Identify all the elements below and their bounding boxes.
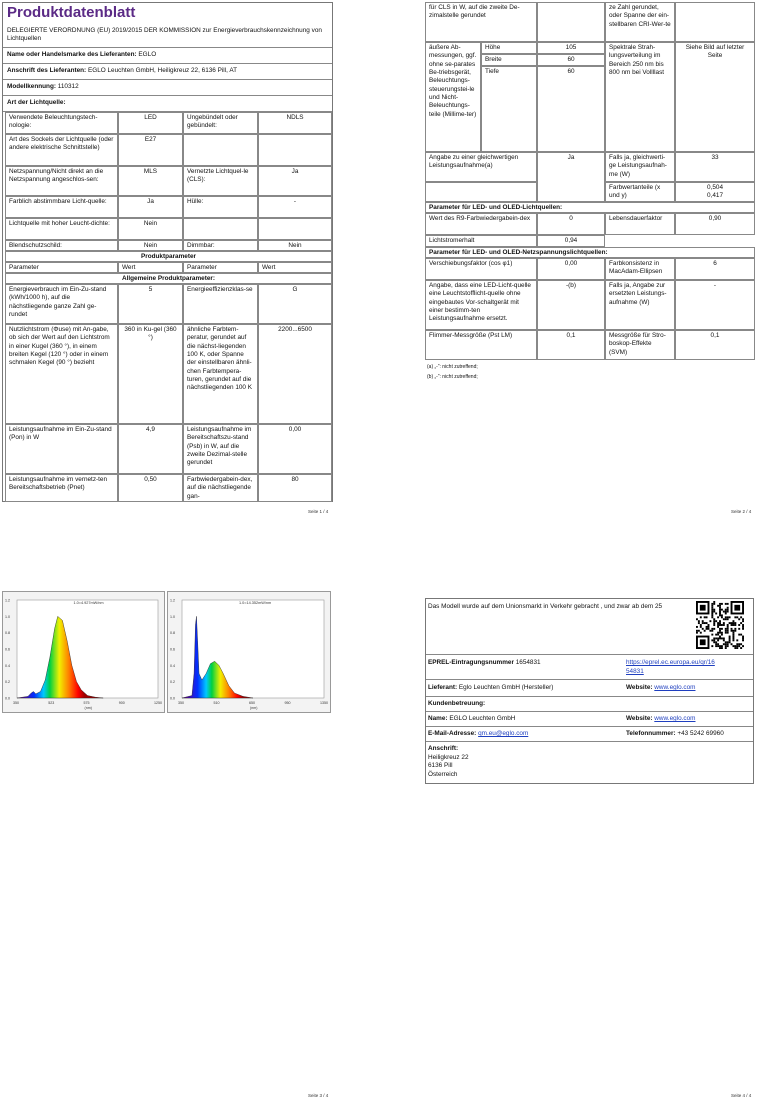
y-tick-label: 1.0 (5, 614, 10, 619)
cell: Höhe (481, 42, 537, 54)
website2-row: Website: www.eglo.com (626, 715, 696, 722)
cell: Falls ja, gleichwerti-ge Leistungsaufnah-me (W) (605, 152, 675, 182)
page-1 (2, 2, 333, 502)
cell: Leistungsaufnahme im vernetz-ten Bereitschaftsbetrieb (Pnet) (5, 474, 118, 502)
model-row: Modellkennung: 110312 (7, 83, 79, 90)
y-tick-label: 0.8 (170, 631, 175, 636)
cell: -(b) (537, 280, 605, 330)
page-title: Produktdatenblatt (7, 4, 136, 21)
cell: Nein (118, 240, 183, 251)
y-tick-label: 0.6 (170, 647, 175, 652)
cell: Nein (118, 218, 183, 240)
cell: 33 (675, 152, 755, 182)
section-heading: Parameter für LED- und OLED-Lichtquellen: (425, 202, 755, 213)
cell: Breite (481, 54, 537, 66)
x-tick-label: 350 (178, 701, 184, 705)
cell (258, 218, 332, 240)
cell: 0,00 (258, 424, 332, 474)
y-tick-label: 0.8 (5, 631, 10, 636)
cell: Nutzlichtstrom (Φuse) mit An-gabe, ob sich der Wert auf den Lichtstrom in einer Kugel (360 °), in einem breiten Kegel (120 °) oder in einem schmalen Kegel (90 °) bezieht (5, 324, 118, 424)
cell: MLS (118, 166, 183, 196)
x-tick-label: 575 (83, 701, 90, 705)
cell: - (675, 280, 755, 330)
x-tick-label: 900 (118, 701, 125, 705)
brand-row: Name oder Handelsmarke des Lieferanten: EGLO (7, 51, 157, 58)
column-header: Parameter (5, 262, 118, 273)
phone-row: Telefonnummer: +43 5242 69960 (626, 730, 724, 737)
section-heading: Produktparameter (5, 251, 332, 262)
type-heading: Art der Lichtquelle: (7, 99, 66, 106)
supplier-row: Lieferant: Eglo Leuchten GmbH (Hersteller) (428, 684, 554, 691)
regulation-text: DELEGIERTE VERORDNUNG (EU) 2019/2015 DER KOMMISSION zur Energieverbrauchskennzeichnung von Lichtquellen (7, 27, 322, 43)
email-row: E-Mail-Adresse: qm.eu@eglo.com (428, 730, 529, 737)
cell: Energieverbrauch im Ein-Zu-stand (kWh/1000 h), auf die nächstliegende ganze Zahl ge-rundet (5, 284, 118, 324)
website-link[interactable]: www.eglo.com (654, 715, 696, 722)
cell: ze Zahl gerundet, oder Spanne der ein-stellbaren CRI-Wer-te (605, 2, 675, 42)
cell: Lichtstromerhalt (425, 235, 537, 247)
cell: 60 (537, 66, 605, 152)
x-tick-label: 1250 (154, 701, 162, 705)
section-heading: Allgemeine Produktparameter: (5, 273, 332, 284)
x-axis-label: (nm) (84, 706, 92, 710)
cell: Dimmbar: (183, 240, 258, 251)
cell (425, 182, 537, 202)
y-tick-label: 0.2 (170, 680, 175, 685)
cell: 0 (537, 213, 605, 235)
intro-text: Das Modell wurde auf dem Unionsmarkt in Verkehr gebracht , und zwar ab dem 25 (428, 603, 663, 610)
spectrum-svg-1 (3, 592, 164, 712)
column-header: Wert (258, 262, 332, 273)
y-tick-label: 1.2 (170, 598, 175, 603)
page-2 (425, 2, 755, 397)
column-header: Parameter (183, 262, 258, 273)
cell: 360 in Ku-gel (360 °) (118, 324, 183, 424)
page-number: Seite 1 / 4 (308, 509, 329, 514)
cell: Hülle: (183, 196, 258, 218)
name-row: Name: EGLO Leuchten GmbH (428, 715, 516, 722)
page-4 (425, 598, 754, 784)
cell (258, 134, 332, 166)
cell: für CLS in W, auf die zweite De-zimalstelle gerundet (425, 2, 537, 42)
footnote: (a) „-“: nicht zutreffend; (427, 364, 478, 370)
cell: Farbkonsistenz in MacAdam-Ellipsen (605, 258, 675, 280)
x-tick-label: 350 (13, 701, 19, 705)
email-link[interactable]: qm.eu@eglo.com (478, 730, 529, 737)
x-tick-label: 523 (48, 701, 55, 705)
cell (183, 134, 258, 166)
x-tick-label: 510 (213, 701, 220, 705)
y-tick-label: 0.0 (5, 696, 10, 701)
cell: 0,1 (537, 330, 605, 360)
address-block: Anschrift: Heiligkreuz 22 6136 Pill Österreich (428, 745, 469, 778)
cell: Lichtquelle mit hoher Leucht-dichte: (5, 218, 118, 240)
cell: Netzspannung/Nicht direkt an die Netzspannung angeschlos-sen: (5, 166, 118, 196)
cell (675, 2, 755, 42)
cell: Angabe zu einer gleichwertigen Leistungsaufnahme(a) (425, 152, 537, 182)
page-number: Seite 2 / 4 (731, 509, 752, 514)
cell: Verschiebungsfaktor (cos φ1) (425, 258, 537, 280)
cell: E27 (118, 134, 183, 166)
y-tick-label: 0.2 (5, 680, 10, 685)
website-row: Website: www.eglo.com (626, 684, 696, 691)
cell: äußere Ab-messungen, ggf. ohne se-parates Be-triebsgerät, Beleuchtungs-steuerungstei-le und Nicht-Beleuchtungs-teile (Millime-ter) (425, 42, 481, 152)
cell: 0,504 0,417 (675, 182, 755, 202)
cell: Ungebündelt oder gebündelt: (183, 112, 258, 134)
cell: 6 (675, 258, 755, 280)
cell: Art des Sockels der Lichtquelle (oder andere elektrische Schnittstelle) (5, 134, 118, 166)
spectrum-svg-2 (168, 592, 330, 712)
cell: 5 (118, 284, 183, 324)
support-heading: Kundenbetreuung: (428, 700, 486, 707)
plot-frame (17, 600, 158, 698)
y-tick-label: 0.0 (170, 696, 175, 701)
cell: 0,1 (675, 330, 755, 360)
footnote: (b) „-“: nicht zutreffend; (427, 374, 478, 380)
y-tick-label: 0.4 (170, 663, 175, 668)
y-tick-label: 1.2 (5, 598, 10, 603)
cell: ähnliche Farbtem-peratur, gerundet auf die nächst-liegenden 100 K, oder Spanne der einstellbaren ähnli-chen Farbtempera-turen, gerundet auf die nächstliegenden 100 K (183, 324, 258, 424)
chart-title: 1.0=4.927mW/nm (73, 601, 104, 605)
address-row: Anschrift des Lieferanten: EGLO Leuchten GmbH, Heiligkreuz 22, 6136 Pill, AT (7, 67, 238, 74)
cell: Falls ja, Angabe zur ersetzten Leistungs-aufnahme (W) (605, 280, 675, 330)
x-tick-label: 1350 (320, 701, 328, 705)
cell: 0,50 (118, 474, 183, 502)
cell: Ja (258, 166, 332, 196)
cell: Nein (258, 240, 332, 251)
cell: LED (118, 112, 183, 134)
cell: Lebensdauerfaktor (605, 213, 675, 235)
y-tick-label: 1.0 (170, 614, 175, 619)
cell: 105 (537, 42, 605, 54)
cell: Spektrale Strah-lungsverteilung im Bereich 250 nm bis 800 nm bei Vollllast (605, 42, 675, 152)
cell: Messgröße für Stro-boskop-Effekte (SVM) (605, 330, 675, 360)
cell: 60 (537, 54, 605, 66)
cell: Flimmer-Messgröße (Pst LM) (425, 330, 537, 360)
cell: Leistungsaufnahme im Ein-Zu-stand (Pon) in W (5, 424, 118, 474)
cell: Energieeffizienzklas-se (183, 284, 258, 324)
cell: Siehe Bild auf letzter Seite (675, 42, 755, 152)
section-heading: Parameter für LED- und OLED-Netzspannungslichtquellen: (425, 247, 755, 258)
x-tick-label: 950 (284, 701, 291, 705)
cell: 4,9 (118, 424, 183, 474)
cell: Farbwertanteile (x und y) (605, 182, 675, 202)
cell: Ja (537, 152, 605, 202)
cell: Angabe, dass eine LED-Licht-quelle eine Leuchtstofflicht-quelle ohne eingebautes Vor-schaltgerät mit einer bestimm-ten Leistungsaufnahme ersetzt. (425, 280, 537, 330)
cell: Vernetzte Lichtquel-le (CLS): (183, 166, 258, 196)
cell (183, 218, 258, 240)
x-axis-label: (nm) (250, 706, 258, 710)
cell: G (258, 284, 332, 324)
cell: Blendschutzschild: (5, 240, 118, 251)
page-number: Seite 3 / 4 (308, 1093, 329, 1098)
y-tick-label: 0.6 (5, 647, 10, 652)
cell: 0,90 (675, 213, 755, 235)
cell: Farblich abstimmbare Licht-quelle: (5, 196, 118, 218)
cell: NDLS (258, 112, 332, 134)
eprel-link[interactable]: https://eprel.ec.europa.eu/qr/16 54831 (626, 659, 715, 675)
eprel-row: EPREL-Eintragungsnummer 1654831 (428, 659, 541, 666)
cell: 0,00 (537, 258, 605, 280)
spectrum-chart-2 (167, 591, 331, 713)
cell: Verwendete Beleuchtungstech-nologie: (5, 112, 118, 134)
cell: Ja (118, 196, 183, 218)
cell: Wert des R9-Farbwiedergabein-dex (425, 213, 537, 235)
cell: 0,94 (537, 235, 605, 247)
cell: 2200...6500 (258, 324, 332, 424)
chart-title: 1.0=14.352mW/nm (239, 601, 272, 605)
qr-code (696, 601, 744, 649)
column-header: Wert (118, 262, 183, 273)
y-tick-label: 0.4 (5, 663, 10, 668)
website-link[interactable]: www.eglo.com (654, 684, 696, 691)
cell (537, 2, 605, 42)
cell: 80 (258, 474, 332, 502)
page-number: Seite 4 / 4 (731, 1093, 752, 1098)
cell: Leistungsaufnahme im Bereitschaftszu-stand (Psb) in W, auf die zweite Dezimal-stelle gerundet (183, 424, 258, 474)
cell: - (258, 196, 332, 218)
x-tick-label: 650 (249, 701, 255, 705)
cell: Farbwiedergabein-dex, auf die nächstliegende gan- (183, 474, 258, 502)
spectrum-chart-1 (2, 591, 165, 713)
cell: Tiefe (481, 66, 537, 152)
